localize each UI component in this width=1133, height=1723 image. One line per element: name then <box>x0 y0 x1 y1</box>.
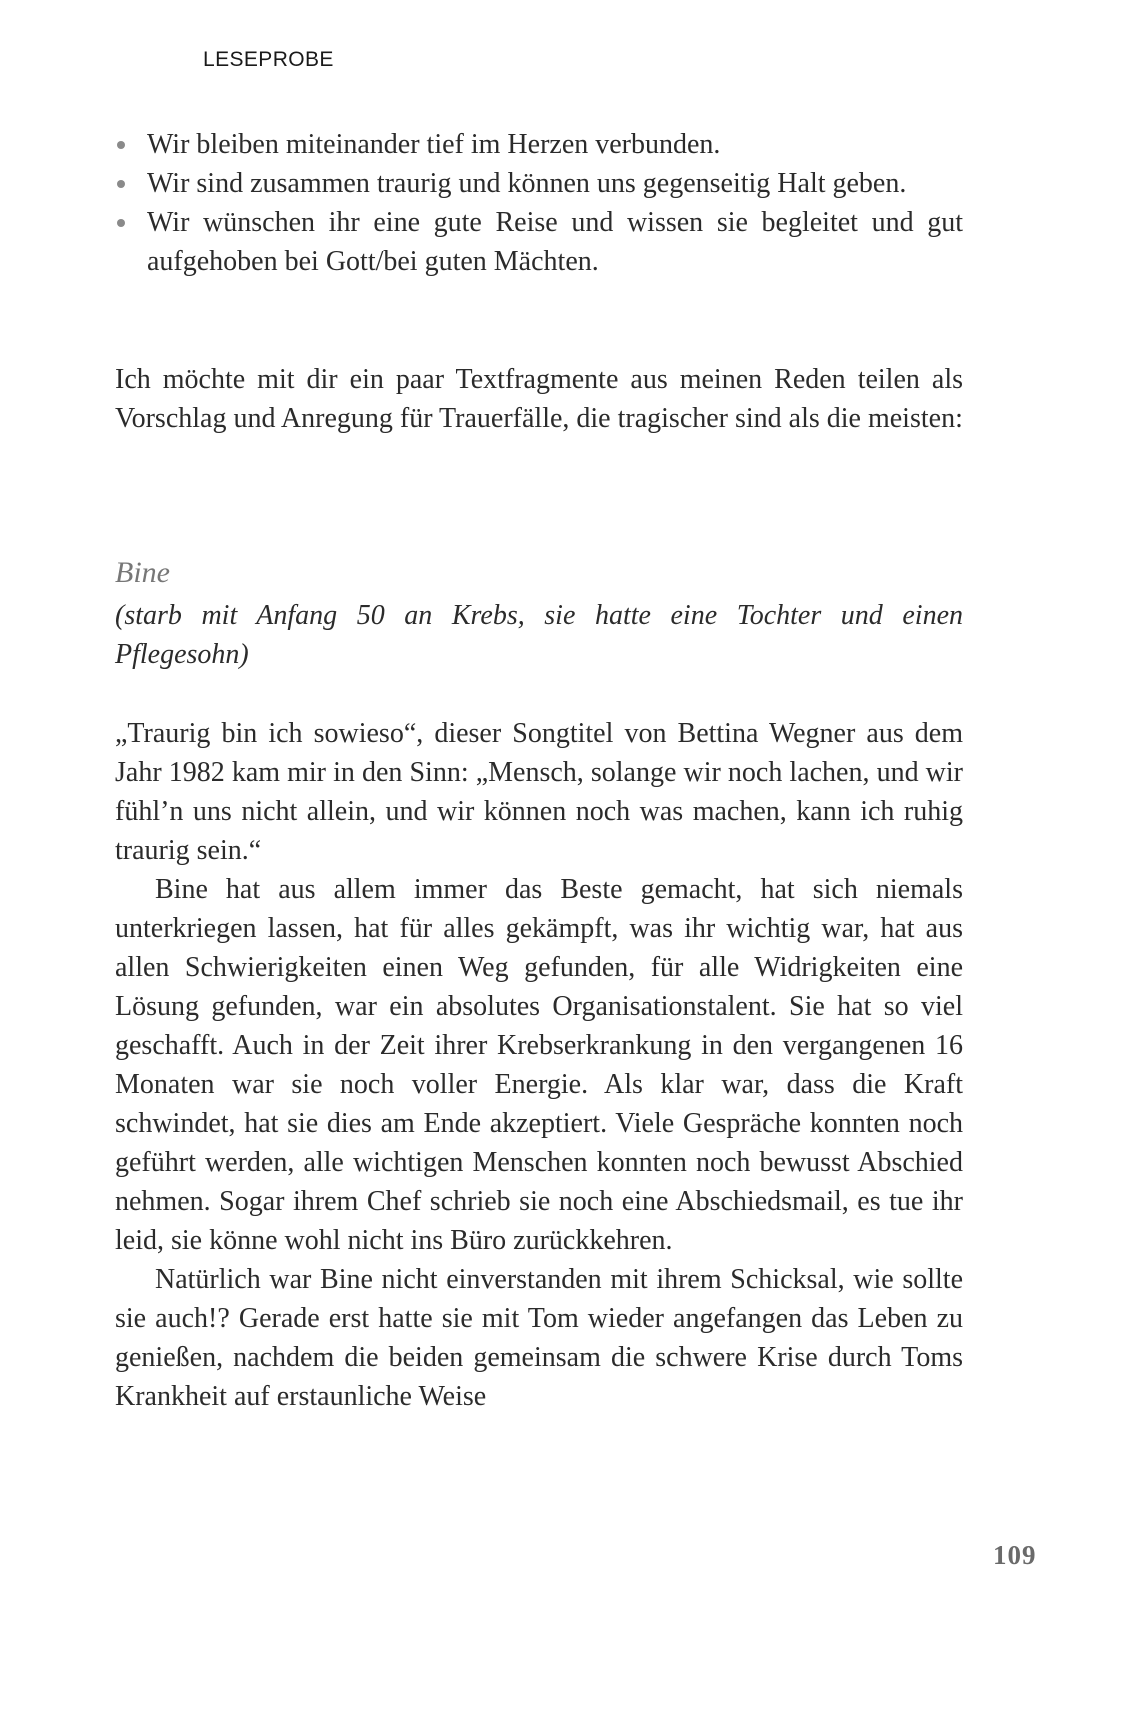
bullet-text: Wir wünschen ihr eine gute Reise und wissen sie begleitet und gut aufgehoben bei Gott/bei guten Mächten. <box>147 207 963 277</box>
body-paragraph: „Traurig bin ich sowieso“, dieser Songtitel von Bettina Wegner aus dem Jahr 1982 kam mir in den Sinn: „Mensch, solange wir noch lachen, und wir fühl’n uns nicht allein, und wir können noch was machen, kann ich ruhig traurig sein.“ <box>115 718 963 866</box>
intro-paragraph: Ich möchte mit dir ein paar Textfragmente aus meinen Reden teilen als Vorschlag und Anregung für Trauerfälle, die tragischer sind als die meisten: <box>115 364 963 434</box>
bullet-dot-icon <box>117 219 125 227</box>
section-title: Bine <box>115 556 170 589</box>
header-label: LESEPROBE <box>203 48 334 71</box>
bullet-list <box>115 125 963 281</box>
bullet-dot-icon <box>117 180 125 188</box>
section-subtitle: (starb mit Anfang 50 an Krebs, sie hatte eine Tochter und einen Pflegesohn) <box>115 600 963 670</box>
body-paragraph: Bine hat aus allem immer das Beste gemacht, hat sich niemals unterkriegen lassen, hat für alles gekämpft, was ihr wichtig war, hat aus allen Schwierigkeiten einen Weg gefunden, für alle Widrigkeiten eine Lösung gefunden, war ein absolutes Organisationstalent. Sie hat so viel geschafft. Auch in der Zeit ihrer Krebserkrankung in den vergangenen 16 Monaten war sie noch voller Energie. Als klar war, dass die Kraft schwindet, hat sie dies am Ende akzeptiert. Viele Gespräche konnten noch geführt werden, alle wichtigen Menschen konnten noch bewusst Abschied nehmen. Sogar ihrem Chef schrieb sie noch eine Abschiedsmail, es tue ihr leid, sie könne wohl nicht ins Büro zurückkehren. <box>115 874 963 1256</box>
page-number: 109 <box>993 1540 1037 1570</box>
body-paragraph: Natürlich war Bine nicht einverstanden mit ihrem Schicksal, wie sollte sie auch!? Gerade erst hatte sie mit Tom wieder angefangen das Leben zu genießen, nachdem die beiden gemeinsam die schwere Krise durch Toms Krankheit auf erstaunliche Weise <box>115 1264 963 1412</box>
body-text <box>115 714 963 1416</box>
bullet-text: Wir sind zusammen traurig und können uns gegenseitig Halt geben. <box>147 168 907 199</box>
bullet-dot-icon <box>117 141 125 149</box>
bullet-item <box>115 203 963 281</box>
bullet-item <box>115 125 963 164</box>
bullet-item <box>115 164 963 203</box>
bullet-text: Wir bleiben miteinander tief im Herzen verbunden. <box>147 129 721 160</box>
